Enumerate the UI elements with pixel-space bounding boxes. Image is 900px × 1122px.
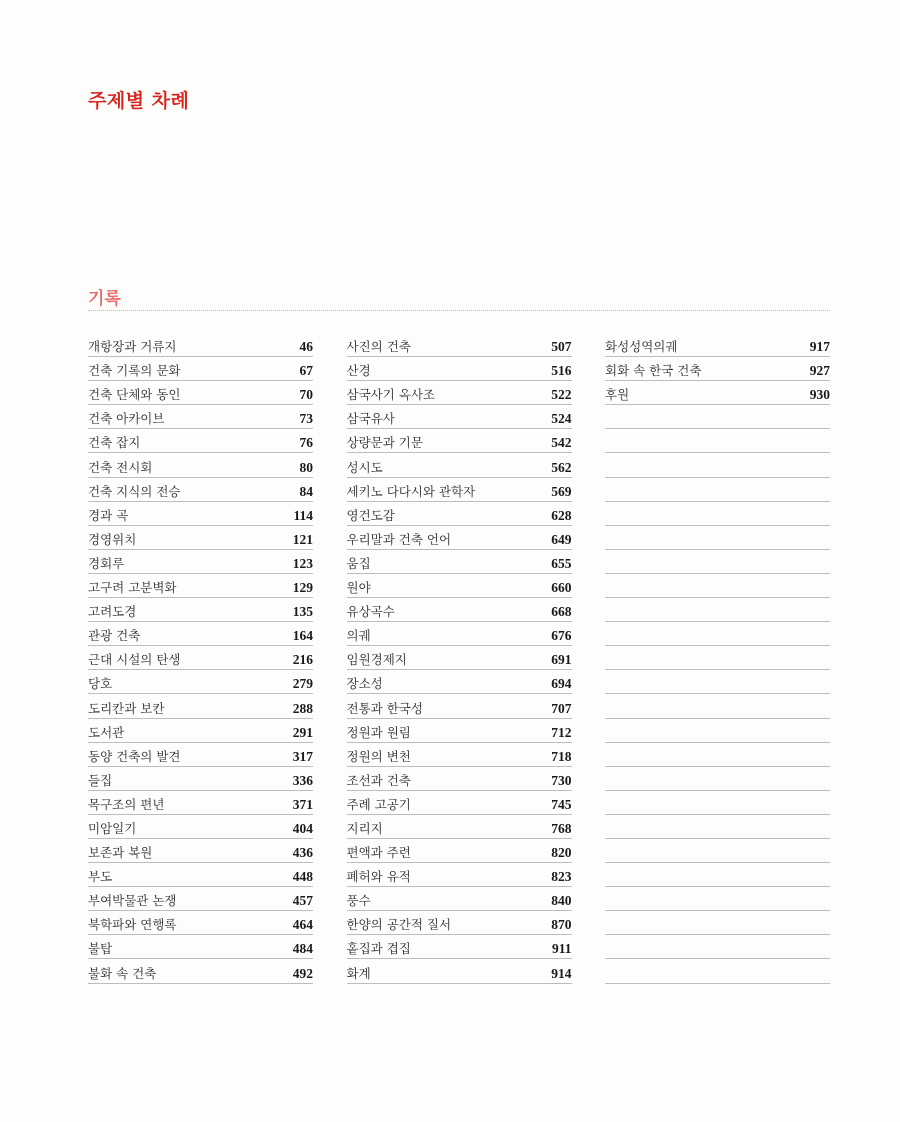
- toc-entry-page-number: 694: [551, 676, 572, 692]
- toc-entry-title: 지리지: [346, 820, 383, 836]
- toc-entry-title: 성시도: [346, 459, 383, 475]
- toc-entry-title: 부여박물관 논쟁: [88, 893, 177, 909]
- toc-entry[interactable]: [88, 479, 313, 502]
- toc-entry-page-number: 730: [551, 772, 572, 788]
- toc-entry[interactable]: [88, 864, 313, 887]
- toc-entry-title: 경영위치: [88, 531, 137, 547]
- toc-entry-page-number: 660: [551, 580, 572, 596]
- toc-entry[interactable]: [605, 720, 830, 743]
- toc-entry-page-number: 691: [551, 652, 572, 668]
- toc-entry-title: 유상곡수: [346, 604, 395, 620]
- toc-entry[interactable]: [347, 406, 572, 429]
- toc-entry[interactable]: [605, 551, 830, 574]
- toc-entry-title: 폐허와 유적: [346, 869, 411, 885]
- toc-entry[interactable]: [88, 671, 313, 694]
- toc-entry-page-number: 216: [292, 652, 313, 668]
- toc-entry-page-number: 911: [551, 941, 572, 957]
- section-divider: [88, 310, 830, 311]
- toc-entry[interactable]: [605, 936, 830, 959]
- toc-entry-title: 한양의 공간적 질서: [346, 917, 452, 933]
- toc-entry-page-number: 279: [292, 676, 313, 692]
- toc-entry[interactable]: [605, 647, 830, 670]
- toc-entry-title: 불탑: [88, 941, 113, 957]
- toc-entry[interactable]: [347, 479, 572, 502]
- toc-entry-title: 조선과 건축: [346, 772, 411, 788]
- toc-entry[interactable]: [347, 647, 572, 670]
- toc-entry[interactable]: [347, 527, 572, 550]
- toc-entry-page-number: 484: [292, 941, 313, 957]
- toc-entry-title: 후원: [605, 387, 630, 403]
- toc-entry-title: 화계: [346, 965, 371, 981]
- toc-entry-page-number: 569: [551, 483, 572, 499]
- toc-entry[interactable]: [605, 479, 830, 502]
- toc-entry-page-number: 114: [293, 507, 313, 523]
- toc-entry[interactable]: [347, 888, 572, 911]
- toc-entry-title: 북학파와 연행록: [88, 917, 177, 933]
- toc-entry[interactable]: [605, 695, 830, 718]
- toc-entry-page-number: 371: [292, 796, 313, 812]
- toc-entry[interactable]: [347, 430, 572, 453]
- toc-entry[interactable]: [88, 720, 313, 743]
- toc-entry-title: 원야: [346, 580, 371, 596]
- toc-entry-page-number: 930: [809, 387, 830, 403]
- toc-entry-title: 홑집과 겹집: [346, 941, 411, 957]
- toc-entry-title: 건축 잡지: [88, 435, 141, 451]
- toc-entry-title: 미암일기: [88, 820, 137, 836]
- toc-entry[interactable]: [88, 503, 313, 526]
- toc-entry[interactable]: [88, 334, 313, 357]
- toc-entry-page-number: 917: [809, 339, 830, 355]
- toc-entry[interactable]: [88, 382, 313, 405]
- toc-entry[interactable]: [347, 454, 572, 477]
- toc-entry[interactable]: [88, 768, 313, 791]
- toc-entry[interactable]: [347, 792, 572, 815]
- toc-entry-page-number: 522: [551, 387, 572, 403]
- toc-entry-page-number: 67: [299, 363, 313, 379]
- toc-entry[interactable]: [88, 527, 313, 550]
- toc-entry-page-number: 448: [292, 869, 313, 885]
- toc-entry[interactable]: [347, 768, 572, 791]
- toc-entry[interactable]: [605, 888, 830, 911]
- toc-entry[interactable]: [347, 599, 572, 622]
- toc-entry-title: 도리칸과 보칸: [88, 700, 165, 716]
- toc-entry[interactable]: [605, 623, 830, 646]
- toc-entry-page-number: 317: [292, 748, 313, 764]
- toc-entry-title: 보존과 복원: [88, 845, 153, 861]
- toc-entry-title: 움집: [346, 555, 371, 571]
- toc-entry[interactable]: [347, 503, 572, 526]
- toc-entry[interactable]: [347, 960, 572, 983]
- toc-entry[interactable]: [605, 334, 830, 357]
- toc-entry-title: 경회루: [88, 555, 125, 571]
- toc-entry[interactable]: [605, 864, 830, 887]
- toc-entry-page-number: 291: [292, 724, 313, 740]
- toc-entry[interactable]: [605, 744, 830, 767]
- toc-entry-title: 불화 속 건축: [88, 965, 157, 981]
- toc-entry[interactable]: [605, 840, 830, 863]
- toc-entry[interactable]: [88, 840, 313, 863]
- toc-entry[interactable]: [347, 695, 572, 718]
- toc-entry[interactable]: [88, 647, 313, 670]
- toc-entry-page-number: 840: [551, 893, 572, 909]
- toc-entry-page-number: 464: [292, 917, 313, 933]
- page-title: 주제별 차례: [88, 90, 190, 112]
- toc-entry[interactable]: [88, 551, 313, 574]
- toc-entry[interactable]: [88, 430, 313, 453]
- toc-entry-title: 편액과 주련: [346, 845, 411, 861]
- toc-entry-title: 건축 아카이브: [88, 411, 165, 427]
- toc-entry[interactable]: [347, 358, 572, 381]
- toc-entry-title: 건축 단체와 동인: [88, 387, 181, 403]
- toc-entry-page-number: 542: [551, 435, 572, 451]
- toc-entry-title: 당호: [88, 676, 113, 692]
- toc-entry-page-number: 121: [292, 531, 313, 547]
- toc-entry-page-number: 288: [292, 700, 313, 716]
- toc-entry[interactable]: [88, 912, 313, 935]
- toc-entry[interactable]: [605, 454, 830, 477]
- toc-entry[interactable]: [88, 792, 313, 815]
- toc-entry-title: 정원의 변천: [346, 748, 411, 764]
- section-title: 기록: [88, 289, 121, 309]
- toc-entry-title: 도서관: [88, 724, 125, 740]
- toc-entry-page-number: 46: [299, 339, 313, 355]
- toc-entry-title: 화성성역의궤: [605, 339, 678, 355]
- toc-entry-title: 전통과 한국성: [346, 700, 423, 716]
- toc-entry-title: 사진의 건축: [346, 339, 411, 355]
- toc-entry-page-number: 745: [551, 796, 572, 812]
- toc-entry-title: 삼국사기 옥사조: [346, 387, 435, 403]
- toc-entry-page-number: 668: [551, 604, 572, 620]
- toc-entry-page-number: 336: [292, 772, 313, 788]
- toc-entry[interactable]: [605, 671, 830, 694]
- toc-entry[interactable]: [88, 960, 313, 983]
- toc-entry[interactable]: [605, 575, 830, 598]
- toc-entry[interactable]: [347, 671, 572, 694]
- toc-entry-title: 고려도경: [88, 604, 137, 620]
- toc-entry-page-number: 70: [299, 387, 313, 403]
- toc-entry[interactable]: [347, 744, 572, 767]
- toc-entry-title: 건축 전시회: [88, 459, 153, 475]
- toc-entry[interactable]: [347, 551, 572, 574]
- toc-entry-page-number: 768: [551, 820, 572, 836]
- toc-entry-title: 건축 기록의 문화: [88, 363, 181, 379]
- toc-entry[interactable]: [347, 334, 572, 357]
- toc-entry[interactable]: [605, 792, 830, 815]
- toc-entry[interactable]: [605, 527, 830, 550]
- toc-entry-page-number: 524: [551, 411, 572, 427]
- toc-entry-page-number: 457: [292, 893, 313, 909]
- toc-entry[interactable]: [347, 912, 572, 935]
- toc-entry[interactable]: [605, 960, 830, 983]
- toc-entry[interactable]: [88, 816, 313, 839]
- toc-entry-page-number: 73: [299, 411, 313, 427]
- toc-entry-title: 의궤: [346, 628, 371, 644]
- toc-entry-title: 관광 건축: [88, 628, 141, 644]
- toc-entry[interactable]: [347, 864, 572, 887]
- toc-entry[interactable]: [605, 406, 830, 429]
- toc-entry[interactable]: [347, 623, 572, 646]
- toc-entry-title: 동양 건축의 발견: [88, 748, 181, 764]
- toc-entry-title: 풍수: [346, 893, 371, 909]
- toc-entry-title: 개항장과 거류지: [88, 339, 177, 355]
- toc-entry[interactable]: [88, 406, 313, 429]
- toc-entry-title: 부도: [88, 869, 113, 885]
- toc-entry-page-number: 436: [292, 845, 313, 861]
- toc-entry-title: 우리말과 건축 언어: [346, 531, 452, 547]
- toc-entry[interactable]: [605, 382, 830, 405]
- toc-entry-page-number: 712: [551, 724, 572, 740]
- toc-entry[interactable]: [88, 888, 313, 911]
- toc-entry[interactable]: [88, 936, 313, 959]
- toc-entry-title: 들집: [88, 772, 113, 788]
- toc-entry[interactable]: [88, 358, 313, 381]
- toc-entry[interactable]: [88, 695, 313, 718]
- toc-entry-page-number: 135: [292, 604, 313, 620]
- toc-entry[interactable]: [88, 744, 313, 767]
- toc-columns: [88, 334, 830, 985]
- toc-entry-page-number: 562: [551, 459, 572, 475]
- toc-entry[interactable]: [88, 623, 313, 646]
- toc-entry[interactable]: [347, 575, 572, 598]
- toc-entry[interactable]: [347, 382, 572, 405]
- toc-entry-title: 주례 고공기: [346, 796, 411, 812]
- toc-column-1: [88, 334, 313, 985]
- toc-entry-page-number: 914: [551, 965, 572, 981]
- toc-entry-page-number: 707: [551, 700, 572, 716]
- toc-entry-page-number: 123: [292, 555, 313, 571]
- toc-entry-page-number: 84: [299, 483, 313, 499]
- toc-entry-title: 상량문과 기문: [346, 435, 423, 451]
- toc-entry-page-number: 718: [551, 748, 572, 764]
- toc-entry-page-number: 164: [292, 628, 313, 644]
- toc-entry-page-number: 655: [551, 555, 572, 571]
- toc-column-3: [605, 334, 830, 985]
- toc-entry-page-number: 820: [551, 845, 572, 861]
- toc-entry-title: 회화 속 한국 건축: [605, 363, 702, 379]
- toc-entry-title: 목구조의 편년: [88, 796, 165, 812]
- toc-entry-page-number: 80: [299, 459, 313, 475]
- toc-entry[interactable]: [88, 599, 313, 622]
- toc-entry[interactable]: [347, 720, 572, 743]
- toc-entry[interactable]: [605, 358, 830, 381]
- toc-entry-title: 임원경제지: [346, 652, 407, 668]
- toc-entry[interactable]: [88, 454, 313, 477]
- toc-entry-page-number: 507: [551, 339, 572, 355]
- toc-entry-page-number: 649: [551, 531, 572, 547]
- toc-column-2: [347, 334, 572, 985]
- toc-entry[interactable]: [347, 816, 572, 839]
- toc-entry-title: 고구려 고분벽화: [88, 580, 177, 596]
- toc-entry-title: 산경: [346, 363, 371, 379]
- toc-entry[interactable]: [347, 840, 572, 863]
- toc-entry-title: 장소성: [346, 676, 383, 692]
- toc-entry-page-number: 76: [299, 435, 313, 451]
- toc-entry-page-number: 676: [551, 628, 572, 644]
- toc-entry-title: 삼국유사: [346, 411, 395, 427]
- toc-entry-title: 정원과 원림: [346, 724, 411, 740]
- toc-entry[interactable]: [605, 430, 830, 453]
- toc-entry-page-number: 628: [551, 507, 572, 523]
- toc-entry-title: 영건도감: [346, 507, 395, 523]
- toc-entry[interactable]: [605, 912, 830, 935]
- toc-entry-page-number: 516: [551, 363, 572, 379]
- toc-entry-title: 근대 시설의 탄생: [88, 652, 181, 668]
- toc-entry-page-number: 927: [809, 363, 830, 379]
- toc-entry-title: 건축 지식의 전승: [88, 483, 181, 499]
- toc-entry[interactable]: [605, 503, 830, 526]
- toc-entry[interactable]: [347, 936, 572, 959]
- toc-entry-page-number: 129: [292, 580, 313, 596]
- toc-entry-title: 경과 곡: [88, 507, 129, 523]
- toc-entry-page-number: 870: [551, 917, 572, 933]
- toc-entry[interactable]: [605, 599, 830, 622]
- toc-entry-page-number: 404: [292, 820, 313, 836]
- toc-entry-page-number: 823: [551, 869, 572, 885]
- toc-entry[interactable]: [605, 768, 830, 791]
- toc-entry[interactable]: [88, 575, 313, 598]
- toc-entry-page-number: 492: [292, 965, 313, 981]
- toc-entry-title: 세키노 다다시와 관학자: [346, 483, 476, 499]
- toc-entry[interactable]: [605, 816, 830, 839]
